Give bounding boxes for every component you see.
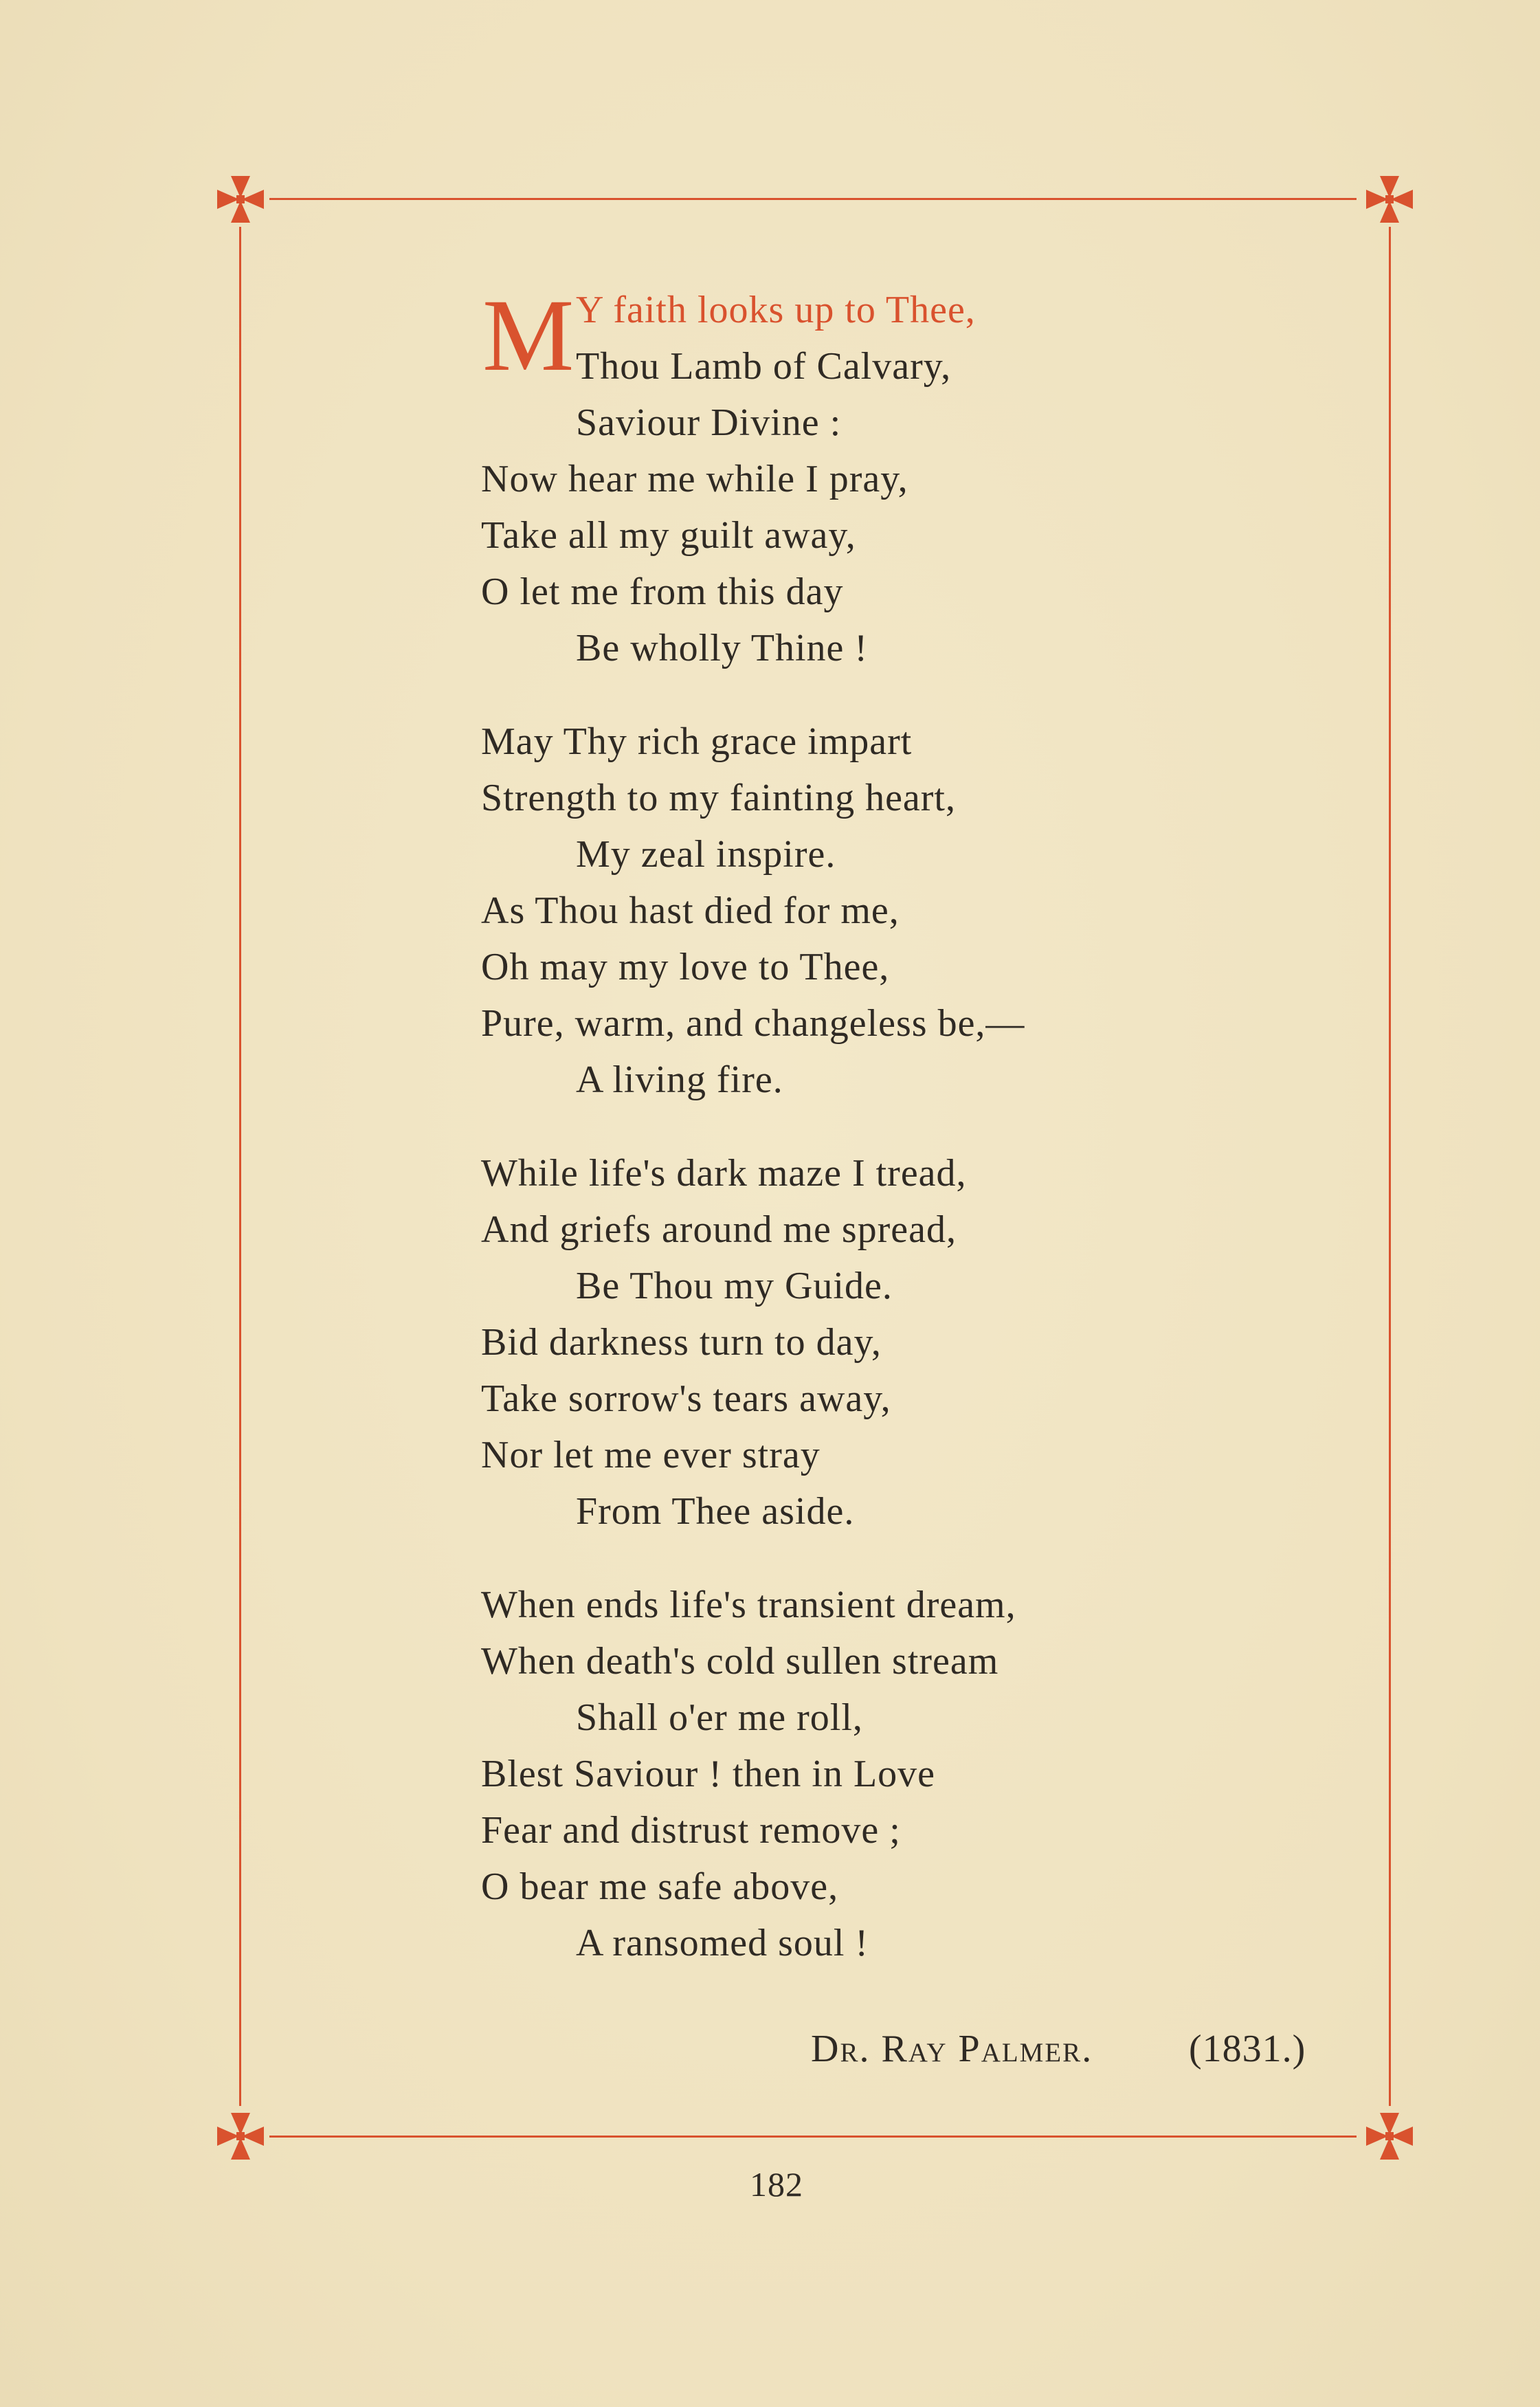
poem-line: Fear and distrust remove ;	[481, 1809, 901, 1852]
poem-line: And griefs around me spread,	[481, 1208, 957, 1251]
maltese-cross-icon	[213, 172, 268, 227]
page-number: 182	[750, 2165, 803, 2204]
poem-line: Blest Saviour ! then in Love	[481, 1753, 936, 1795]
poem-line: From Thee aside.	[576, 1490, 855, 1533]
maltese-cross-icon	[1362, 172, 1417, 227]
poem-line: As Thou hast died for me,	[481, 889, 900, 932]
poem-line: My zeal inspire.	[576, 833, 836, 876]
poem	[481, 278, 1306, 2008]
poem-line: O let me from this day	[481, 570, 844, 613]
poem-line: A living fire.	[576, 1058, 783, 1101]
stanza-4	[481, 1577, 1306, 1971]
poem-line	[481, 282, 1306, 338]
frame-bottom-rule	[269, 2136, 1357, 2138]
stanza-2	[481, 713, 1306, 1108]
stanza-1	[481, 278, 1306, 676]
poem-line: Shall o'er me roll,	[576, 1696, 863, 1739]
poem-line: While life's dark maze I tread,	[481, 1152, 967, 1195]
poem-line: When ends life's transient dream,	[481, 1584, 1016, 1626]
poem-line: Now hear me while I pray,	[481, 458, 908, 500]
poem-line: A ransomed soul !	[576, 1922, 869, 1964]
poem-line: Take sorrow's tears away,	[481, 1377, 891, 1420]
poem-line: Take all my guilt away,	[481, 514, 856, 557]
author-name: Dr. Ray Palmer.	[811, 2028, 1093, 2070]
attribution	[811, 2025, 1333, 2073]
poem-line: Be Thou my Guide.	[576, 1265, 893, 1307]
poem-line: May Thy rich grace impart	[481, 720, 913, 763]
poem-line: Bid darkness turn to day,	[481, 1321, 882, 1364]
poem-line: Strength to my fainting heart,	[481, 777, 956, 819]
frame-right-rule	[1389, 227, 1391, 2106]
publication-year: (1831.)	[1189, 2028, 1306, 2070]
poem-line: Pure, warm, and changeless be,—	[481, 1002, 1025, 1045]
drop-cap: M	[482, 278, 575, 392]
maltese-cross-icon	[1362, 2109, 1417, 2164]
poem-line: Thou Lamb of Calvary,	[576, 345, 952, 388]
frame-left-rule	[239, 227, 241, 2106]
poem-line: When death's cold sullen stream	[481, 1640, 999, 1683]
poem-line: Be wholly Thine !	[576, 627, 869, 669]
poem-line-text: Y faith looks up to Thee,	[576, 289, 976, 331]
maltese-cross-icon	[213, 2109, 268, 2164]
poem-line: Saviour Divine :	[576, 401, 842, 444]
stanza-3	[481, 1145, 1306, 1540]
poem-line: O bear me safe above,	[481, 1865, 839, 1908]
frame-top-rule	[269, 198, 1357, 200]
poem-line: Oh may my love to Thee,	[481, 946, 890, 988]
poem-line: Nor let me ever stray	[481, 1434, 821, 1476]
